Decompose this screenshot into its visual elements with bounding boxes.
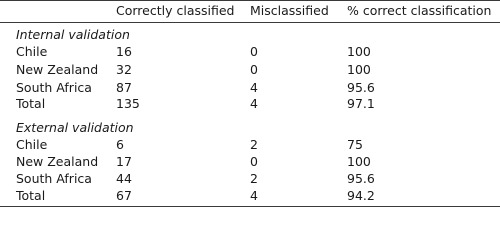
correctly-classified-value: 87 bbox=[116, 80, 132, 95]
table-row bbox=[0, 136, 500, 153]
row-label: Total bbox=[16, 188, 46, 203]
table-row bbox=[0, 43, 500, 60]
misclassified-value: 0 bbox=[250, 154, 258, 169]
header-rule bbox=[0, 22, 500, 23]
table-row bbox=[0, 170, 500, 187]
percent-correct-value: 75 bbox=[347, 137, 363, 152]
row-label: South Africa bbox=[16, 80, 92, 95]
misclassified-value: 4 bbox=[250, 188, 258, 203]
percent-correct-value: 100 bbox=[347, 154, 371, 169]
percent-correct-value: 95.6 bbox=[347, 80, 375, 95]
table-row bbox=[0, 153, 500, 170]
correctly-classified-value: 16 bbox=[116, 44, 132, 59]
row-label: Chile bbox=[16, 137, 48, 152]
row-label: Total bbox=[16, 96, 46, 111]
table-row bbox=[0, 61, 500, 78]
percent-correct-value: 95.6 bbox=[347, 171, 375, 186]
correctly-classified-value: 67 bbox=[116, 188, 132, 203]
misclassified-value: 4 bbox=[250, 80, 258, 95]
misclassified-value: 0 bbox=[250, 62, 258, 77]
section-title-external: External validation bbox=[16, 120, 134, 135]
row-label: New Zealand bbox=[16, 62, 99, 77]
top-rule bbox=[0, 0, 500, 1]
correctly-classified-value: 135 bbox=[116, 96, 140, 111]
misclassified-value: 4 bbox=[250, 96, 258, 111]
misclassified-value: 2 bbox=[250, 171, 258, 186]
misclassified-value: 2 bbox=[250, 137, 258, 152]
row-label: Chile bbox=[16, 44, 48, 59]
correctly-classified-value: 44 bbox=[116, 171, 132, 186]
correctly-classified-value: 17 bbox=[116, 154, 132, 169]
percent-correct-value: 97.1 bbox=[347, 96, 375, 111]
correctly-classified-value: 32 bbox=[116, 62, 132, 77]
percent-correct-value: 94.2 bbox=[347, 188, 375, 203]
percent-correct-value: 100 bbox=[347, 44, 371, 59]
header-cell-correctly-classified: Correctly classified bbox=[116, 3, 235, 18]
bottom-rule bbox=[0, 206, 500, 207]
table-header-row bbox=[0, 2, 500, 19]
row-label: New Zealand bbox=[16, 154, 99, 169]
misclassified-value: 0 bbox=[250, 44, 258, 59]
section-title-internal: Internal validation bbox=[16, 27, 130, 42]
row-label: South Africa bbox=[16, 171, 92, 186]
header-cell-percent-correct: % correct classification bbox=[347, 3, 492, 18]
table-row bbox=[0, 79, 500, 96]
correctly-classified-value: 6 bbox=[116, 137, 124, 152]
table-row-total bbox=[0, 95, 500, 112]
percent-correct-value: 100 bbox=[347, 62, 371, 77]
table-row-total bbox=[0, 187, 500, 204]
header-cell-misclassified: Misclassified bbox=[250, 3, 329, 18]
